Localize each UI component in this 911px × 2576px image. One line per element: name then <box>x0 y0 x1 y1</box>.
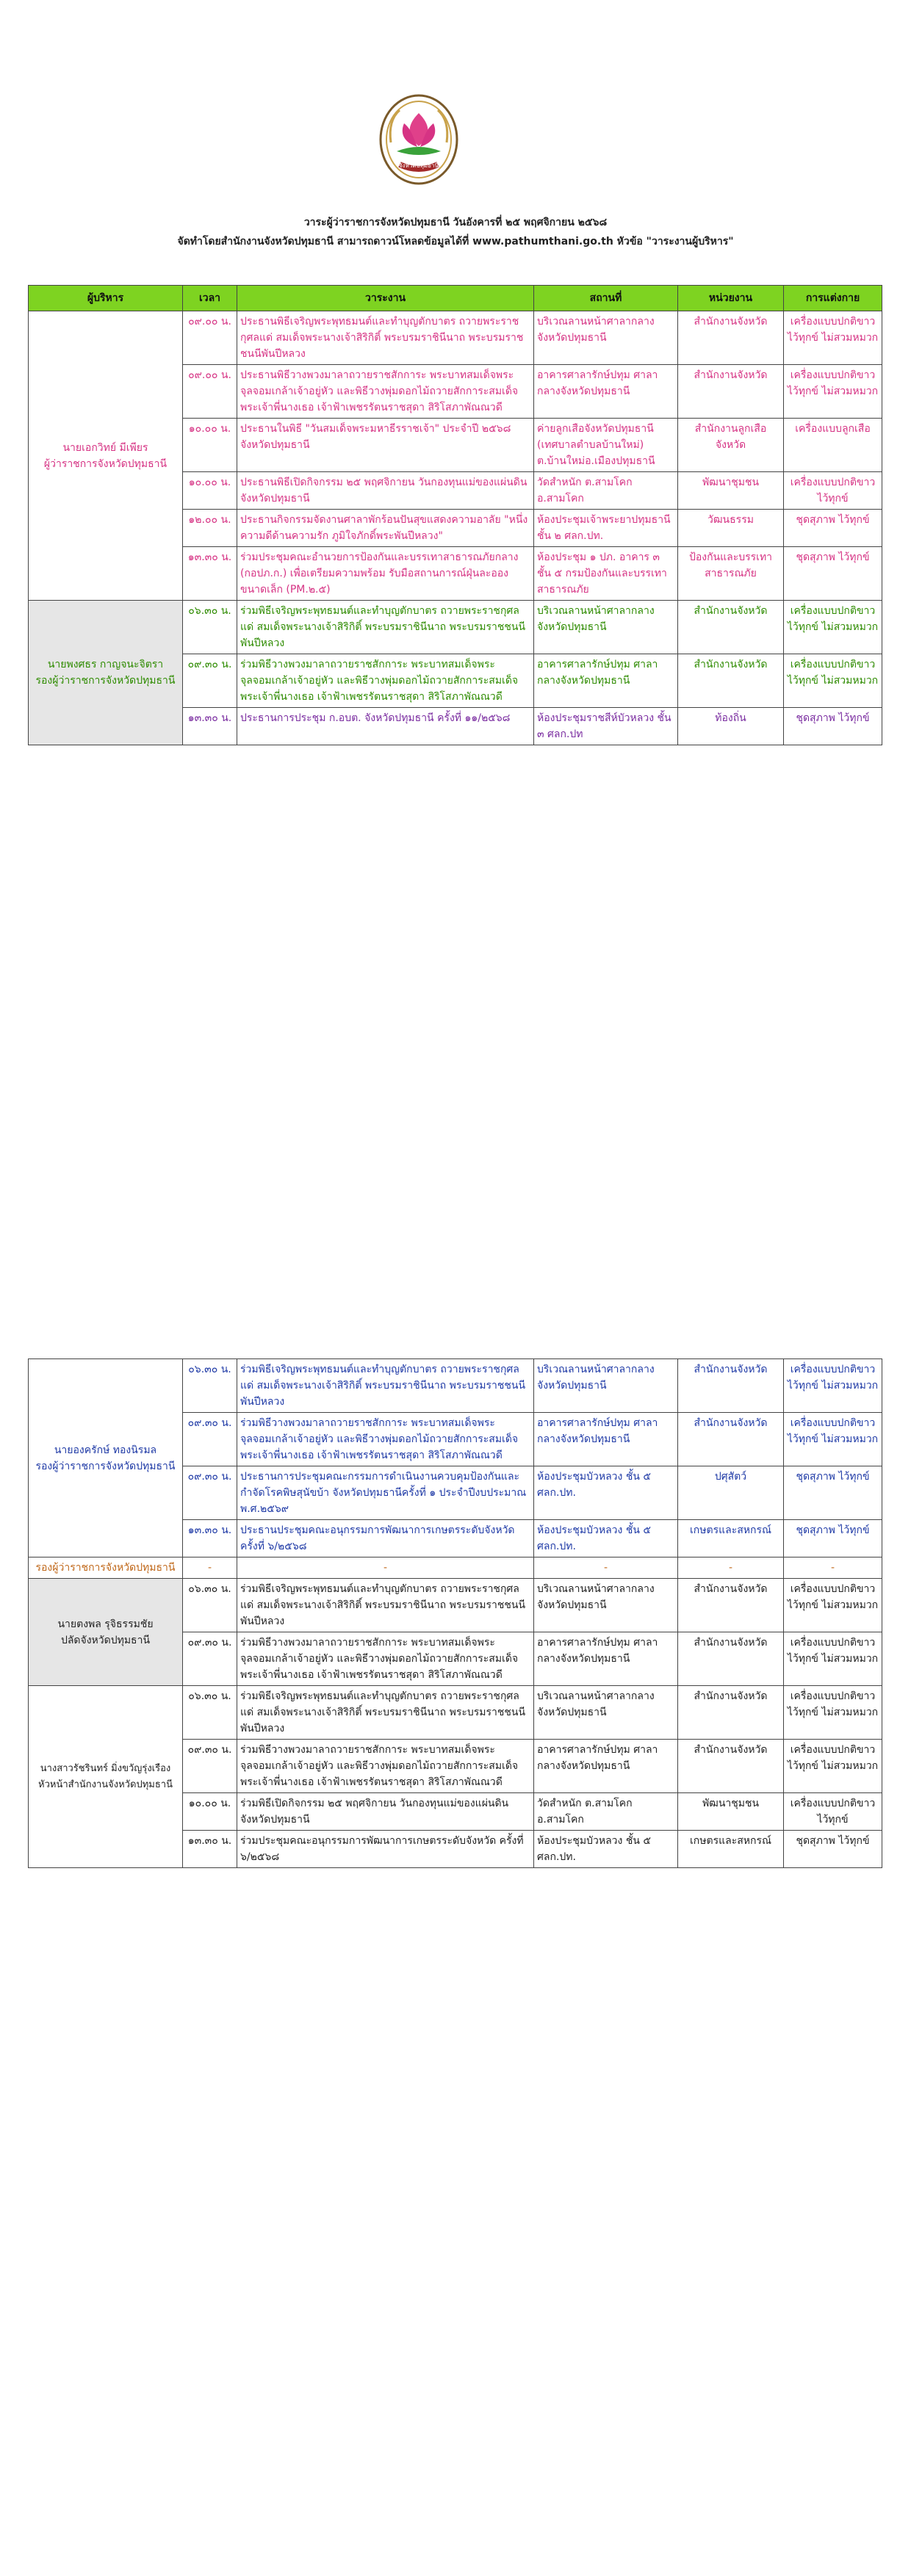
unit-cell: สำนักงานจังหวัด <box>678 601 784 654</box>
executive-position: หัวหน้าสำนักงานจังหวัดปทุมธานี <box>38 1779 173 1790</box>
time-cell: ๑๐.๐๐ น. <box>183 419 237 472</box>
dress-cell: ชุดสุภาพ ไว้ทุกข์ <box>784 1466 882 1520</box>
executive-cell <box>29 311 183 601</box>
executive-cell <box>29 1579 183 1686</box>
dress-cell: เครื่องแบบปกติขาว ไว้ทุกข์ ไม่สวมหมวก <box>784 654 882 708</box>
header-time: เวลา <box>183 286 237 311</box>
unit-cell: สำนักงานจังหวัด <box>678 311 784 365</box>
place-cell: ห้องประชุมราชสีห์บัวหลวง ชั้น ๓ ศลก.ปท <box>534 708 678 745</box>
table-row <box>29 311 882 365</box>
time-cell: ๐๙.๓๐ น. <box>183 1740 237 1793</box>
dress-cell: เครื่องแบบปกติขาว ไว้ทุกข์ ไม่สวมหมวก <box>784 1740 882 1793</box>
table-row <box>29 1359 882 1413</box>
unit-cell: เกษตรและสหกรณ์ <box>678 1831 784 1868</box>
agenda-cell: ร่วมพิธีวางพวงมาลาถวายราชสักการะ พระบาทสมเด็จพระจุลจอมเกล้าเจ้าอยู่หัว และพิธีวางพุ่มดอกไม้ถวายสักการะสมเด็จพระเจ้าพี่นางเธอ เจ้าฟ้าเพชรรัตนราชสุดา สิริโสภาพัณณวดี <box>237 654 534 708</box>
pathumthani-seal-logo <box>375 91 463 194</box>
agenda-cell: ร่วมพิธีวางพวงมาลาถวายราชสักการะ พระบาทสมเด็จพระจุลจอมเกล้าเจ้าอยู่หัว และพิธีวางพุ่มดอกไม้ถวายสักการะสมเด็จพระเจ้าพี่นางเธอ เจ้าฟ้าเพชรรัตนราชสุดา สิริโสภาพัณณวดี <box>237 1740 534 1793</box>
header-executive: ผู้บริหาร <box>29 286 183 311</box>
agenda-cell: ร่วมพิธีเจริญพระพุทธมนต์และทำบุญตักบาตร ถวายพระราชกุศลแด่ สมเด็จพระนางเจ้าสิริกิติ์ พระบรมราชินีนาถ พระบรมราชชนนีพันปีหลวง <box>237 1686 534 1740</box>
dress-cell: เครื่องแบบปกติขาว ไว้ทุกข์ ไม่สวมหมวก <box>784 1359 882 1413</box>
time-cell: ๑๓.๓๐ น. <box>183 708 237 745</box>
svg-text:จังหวัดปทุมธานี: จังหวัดปทุมธานี <box>398 162 439 169</box>
dress-cell: เครื่องแบบปกติขาว ไว้ทุกข์ ไม่สวมหมวก <box>784 1632 882 1686</box>
unit-cell: สำนักงานลูกเสือจังหวัด <box>678 419 784 472</box>
agenda-cell: ประธานในพิธี "วันสมเด็จพระมหาธีรราชเจ้า" ประจำปี ๒๕๖๘ จังหวัดปทุมธานี <box>237 419 534 472</box>
agenda-cell: ร่วมพิธีวางพวงมาลาถวายราชสักการะ พระบาทสมเด็จพระจุลจอมเกล้าเจ้าอยู่หัว และพิธีวางพุ่มดอกไม้ถวายสักการะสมเด็จพระเจ้าพี่นางเธอ เจ้าฟ้าเพชรรัตนราชสุดา สิริโสภาพัณณวดี <box>237 1413 534 1466</box>
unit-cell: ป้องกันและบรรเทาสาธารณภัย <box>678 547 784 601</box>
time-cell: ๑๐.๐๐ น. <box>183 472 237 510</box>
unit-cell: เกษตรและสหกรณ์ <box>678 1520 784 1557</box>
unit-cell: สำนักงานจังหวัด <box>678 1579 784 1632</box>
executive-cell <box>29 1557 183 1579</box>
header-place: สถานที่ <box>534 286 678 311</box>
header-agenda: วาระงาน <box>237 286 534 311</box>
executive-name: นายองครักษ์ ทองนิรมล <box>54 1444 157 1456</box>
place-cell: - <box>534 1557 678 1579</box>
page-subtitle: จัดทำโดยสำนักงานจังหวัดปทุมธานี สามารถดาวน์โหลดข้อมูลได้ที่ www.pathumthani.go.th หัวข้อ "วาระงานผู้บริหาร" <box>177 236 734 247</box>
dress-cell: ชุดสุภาพ ไว้ทุกข์ <box>784 547 882 601</box>
unit-cell: สำนักงานจังหวัด <box>678 1359 784 1413</box>
place-cell: บริเวณลานหน้าศาลากลางจังหวัดปทุมธานี <box>534 311 678 365</box>
dress-cell: เครื่องแบบปกติขาว ไว้ทุกข์ ไม่สวมหมวก <box>784 1579 882 1632</box>
time-cell: ๐๙.๓๐ น. <box>183 1413 237 1466</box>
time-cell: ๐๖.๓๐ น. <box>183 1579 237 1632</box>
dress-cell: - <box>784 1557 882 1579</box>
agenda-cell: ร่วมพิธีเปิดกิจกรรม ๒๕ พฤศจิกายน วันกองทุนแม่ของแผ่นดิน จังหวัดปทุมธานี <box>237 1793 534 1831</box>
agenda-cell: ประธานกิจกรรมจัดงานศาลาพักร้อนปันสุขแสดงความอาลัย "หนึ่งความดีด้านความรัก ภูมิใจภักดิ์พระพันปีหลวง" <box>237 510 534 547</box>
time-cell: ๐๙.๓๐ น. <box>183 654 237 708</box>
executive-name: นายตงพล รุจิธรรมชัย <box>57 1618 154 1630</box>
agenda-cell: ประธานการประชุมคณะกรรมการดำเนินงานควบคุมป้องกันและกำจัดโรคพิษสุนัขบ้า จังหวัดปทุมธานีครั้งที่ ๑ ประจำปีงบประมาณ พ.ศ.๒๕๖๙ <box>237 1466 534 1520</box>
dress-cell: เครื่องแบบปกติขาว ไว้ทุกข์ ไม่สวมหมวก <box>784 311 882 365</box>
time-cell: ๑๓.๓๐ น. <box>183 1520 237 1557</box>
agenda-cell: - <box>237 1557 534 1579</box>
unit-cell: สำนักงานจังหวัด <box>678 1632 784 1686</box>
time-cell: ๐๙.๓๐ น. <box>183 1466 237 1520</box>
dress-cell: เครื่องแบบลูกเสือ <box>784 419 882 472</box>
place-cell: อาคารศาลารักษ์ปทุม ศาลากลางจังหวัดปทุมธานี <box>534 1413 678 1466</box>
time-cell: ๐๖.๓๐ น. <box>183 601 237 654</box>
executive-position: ผู้ว่าราชการจังหวัดปทุมธานี <box>43 457 168 470</box>
place-cell: วัดสำหนัก ต.สามโคก อ.สามโคก <box>534 472 678 510</box>
executive-name: นายพงศธร กาญจนะจิตรา <box>47 659 164 670</box>
dress-cell: ชุดสุภาพ ไว้ทุกข์ <box>784 1831 882 1868</box>
time-cell: ๐๙.๐๐ น. <box>183 311 237 365</box>
place-cell: วัดสำหนัก ต.สามโคก อ.สามโคก <box>534 1793 678 1831</box>
executive-position: รองผู้ว่าราชการจังหวัดปทุมธานี <box>35 675 176 687</box>
table-row <box>29 1579 882 1632</box>
unit-cell: ปศุสัตว์ <box>678 1466 784 1520</box>
executive-cell <box>29 1686 183 1868</box>
executive-position: ปลัดจังหวัดปทุมธานี <box>60 1634 151 1646</box>
agenda-cell: ประธานพิธีเปิดกิจกรรม ๒๕ พฤศจิกายน วันกองทุนแม่ของแผ่นดิน จังหวัดปทุมธานี <box>237 472 534 510</box>
unit-cell: วัฒนธรรม <box>678 510 784 547</box>
unit-cell: พัฒนาชุมชน <box>678 472 784 510</box>
header-unit: หน่วยงาน <box>678 286 784 311</box>
agenda-cell: ประธานประชุมคณะอนุกรรมการพัฒนาการเกษตรระดับจังหวัด ครั้งที่ ๖/๒๕๖๘ <box>237 1520 534 1557</box>
place-cell: อาคารศาลารักษ์ปทุม ศาลากลางจังหวัดปทุมธานี <box>534 654 678 708</box>
time-cell: - <box>183 1557 237 1579</box>
executive-name: นายเอกวิทย์ มีเพียร <box>62 441 148 454</box>
time-cell: ๑๐.๐๐ น. <box>183 1793 237 1831</box>
time-cell: ๑๓.๓๐ น. <box>183 1831 237 1868</box>
unit-cell: สำนักงานจังหวัด <box>678 1686 784 1740</box>
dress-cell: เครื่องแบบปกติขาว ไว้ทุกข์ ไม่สวมหมวก <box>784 365 882 419</box>
dress-cell: เครื่องแบบปกติขาว ไว้ทุกข์ ไม่สวมหมวก <box>784 1413 882 1466</box>
agenda-cell: ร่วมประชุมคณะอนุกรรมการพัฒนาการเกษตรระดับจังหวัด ครั้งที่ ๖/๒๕๖๘ <box>237 1831 534 1868</box>
unit-cell: สำนักงานจังหวัด <box>678 654 784 708</box>
dress-cell: เครื่องแบบปกติขาว ไว้ทุกข์ <box>784 472 882 510</box>
place-cell: ห้องประชุมเจ้าพระยาปทุมธานี ชั้น ๒ ศลก.ปท. <box>534 510 678 547</box>
place-cell: บริเวณลานหน้าศาลากลางจังหวัดปทุมธานี <box>534 601 678 654</box>
table-row <box>29 601 882 654</box>
unit-cell: ท้องถิ่น <box>678 708 784 745</box>
unit-cell: สำนักงานจังหวัด <box>678 1740 784 1793</box>
header-dress: การแต่งกาย <box>784 286 882 311</box>
unit-cell: - <box>678 1557 784 1579</box>
schedule-table-page-1 <box>28 285 882 745</box>
table-row <box>29 1557 882 1579</box>
executive-cell <box>29 601 183 745</box>
place-cell: ห้องประชุมบัวหลวง ชั้น ๕ ศลก.ปท. <box>534 1520 678 1557</box>
place-cell: ห้องประชุม ๑ ปภ. อาคาร ๓ ชั้น ๕ กรมป้องกันและบรรเทาสาธารณภัย <box>534 547 678 601</box>
time-cell: ๐๙.๐๐ น. <box>183 365 237 419</box>
time-cell: ๑๒.๐๐ น. <box>183 510 237 547</box>
place-cell: ห้องประชุมบัวหลวง ชั้น ๕ ศลก.ปท. <box>534 1831 678 1868</box>
unit-cell: สำนักงานจังหวัด <box>678 365 784 419</box>
agenda-cell: ประธานการประชุม ก.อบต. จังหวัดปทุมธานี ครั้งที่ ๑๑/๒๕๖๘ <box>237 708 534 745</box>
place-cell: บริเวณลานหน้าศาลากลางจังหวัดปทุมธานี <box>534 1686 678 1740</box>
dress-cell: ชุดสุภาพ ไว้ทุกข์ <box>784 1520 882 1557</box>
dress-cell: เครื่องแบบปกติขาว ไว้ทุกข์ ไม่สวมหมวก <box>784 601 882 654</box>
executive-position: รองผู้ว่าราชการจังหวัดปทุมธานี <box>35 1562 176 1574</box>
table-row <box>29 1686 882 1740</box>
dress-cell: ชุดสุภาพ ไว้ทุกข์ <box>784 510 882 547</box>
place-cell: บริเวณลานหน้าศาลากลางจังหวัดปทุมธานี <box>534 1359 678 1413</box>
page-title: วาระผู้ว่าราชการจังหวัดปทุมธานี วันอังคารที่ ๒๕ พฤศจิกายน ๒๕๖๘ <box>303 217 608 228</box>
table-header-row <box>29 286 882 311</box>
place-cell: ห้องประชุมบัวหลวง ชั้น ๕ ศลก.ปท. <box>534 1466 678 1520</box>
time-cell: ๐๖.๓๐ น. <box>183 1359 237 1413</box>
dress-cell: เครื่องแบบปกติขาว ไว้ทุกข์ ไม่สวมหมวก <box>784 1686 882 1740</box>
agenda-cell: ร่วมพิธีเจริญพระพุทธมนต์และทำบุญตักบาตร ถวายพระราชกุศลแด่ สมเด็จพระนางเจ้าสิริกิติ์ พระบรมราชินีนาถ พระบรมราชชนนีพันปีหลวง <box>237 601 534 654</box>
place-cell: ค่ายลูกเสือจังหวัดปทุมธานี (เทศบาลตำบลบ้านใหม่) ต.บ้านใหม่อ.เมืองปทุมธานี <box>534 419 678 472</box>
time-cell: ๑๓.๓๐ น. <box>183 547 237 601</box>
agenda-cell: ประธานพิธีวางพวงมาลาถวายราชสักการะ พระบาทสมเด็จพระจุลจอมเกล้าเจ้าอยู่หัว และพิธีวางพุ่มดอกไม้ถวายสักการะสมเด็จพระเจ้าพี่นางเธอ เจ้าฟ้าเพชรรัตนราชสุดา สิริโสภาพัณณวดี <box>237 365 534 419</box>
time-cell: ๐๖.๓๐ น. <box>183 1686 237 1740</box>
agenda-cell: ร่วมพิธีเจริญพระพุทธมนต์และทำบุญตักบาตร ถวายพระราชกุศลแด่ สมเด็จพระนางเจ้าสิริกิติ์ พระบรมราชินีนาถ พระบรมราชชนนีพันปีหลวง <box>237 1579 534 1632</box>
schedule-table-page-2 <box>28 1358 882 1868</box>
dress-cell: ชุดสุภาพ ไว้ทุกข์ <box>784 708 882 745</box>
place-cell: บริเวณลานหน้าศาลากลางจังหวัดปทุมธานี <box>534 1579 678 1632</box>
unit-cell: สำนักงานจังหวัด <box>678 1413 784 1466</box>
place-cell: อาคารศาลารักษ์ปทุม ศาลากลางจังหวัดปทุมธานี <box>534 365 678 419</box>
agenda-cell: ร่วมประชุมคณะอำนวยการป้องกันและบรรเทาสาธารณภัยกลาง (กอปภ.ก.) เพื่อเตรียมความพร้อม รับมือสถานการณ์ฝุ่นละอองขนาดเล็ก (PM.๒.๕) <box>237 547 534 601</box>
agenda-cell: ร่วมพิธีเจริญพระพุทธมนต์และทำบุญตักบาตร ถวายพระราชกุศลแด่ สมเด็จพระนางเจ้าสิริกิติ์ พระบรมราชินีนาถ พระบรมราชชนนีพันปีหลวง <box>237 1359 534 1413</box>
executive-cell <box>29 1359 183 1557</box>
agenda-cell: ประธานพิธีเจริญพระพุทธมนต์และทำบุญตักบาตร ถวายพระราชกุศลแด่ สมเด็จพระนางเจ้าสิริกิติ์ พระบรมราชินีนาถ พระบรมราชชนนีพันปีหลวง <box>237 311 534 365</box>
place-cell: อาคารศาลารักษ์ปทุม ศาลากลางจังหวัดปทุมธานี <box>534 1740 678 1793</box>
unit-cell: พัฒนาชุมชน <box>678 1793 784 1831</box>
place-cell: อาคารศาลารักษ์ปทุม ศาลากลางจังหวัดปทุมธานี <box>534 1632 678 1686</box>
agenda-cell: ร่วมพิธีวางพวงมาลาถวายราชสักการะ พระบาทสมเด็จพระจุลจอมเกล้าเจ้าอยู่หัว และพิธีวางพุ่มดอกไม้ถวายสักการะสมเด็จพระเจ้าพี่นางเธอ เจ้าฟ้าเพชรรัตนราชสุดา สิริโสภาพัณณวดี <box>237 1632 534 1686</box>
executive-name: นางสาวรัชรินทร์ มิ่งขวัญรุ่งเรือง <box>40 1762 171 1774</box>
executive-position: รองผู้ว่าราชการจังหวัดปทุมธานี <box>35 1460 176 1472</box>
dress-cell: เครื่องแบบปกติขาว ไว้ทุกข์ <box>784 1793 882 1831</box>
time-cell: ๐๙.๓๐ น. <box>183 1632 237 1686</box>
